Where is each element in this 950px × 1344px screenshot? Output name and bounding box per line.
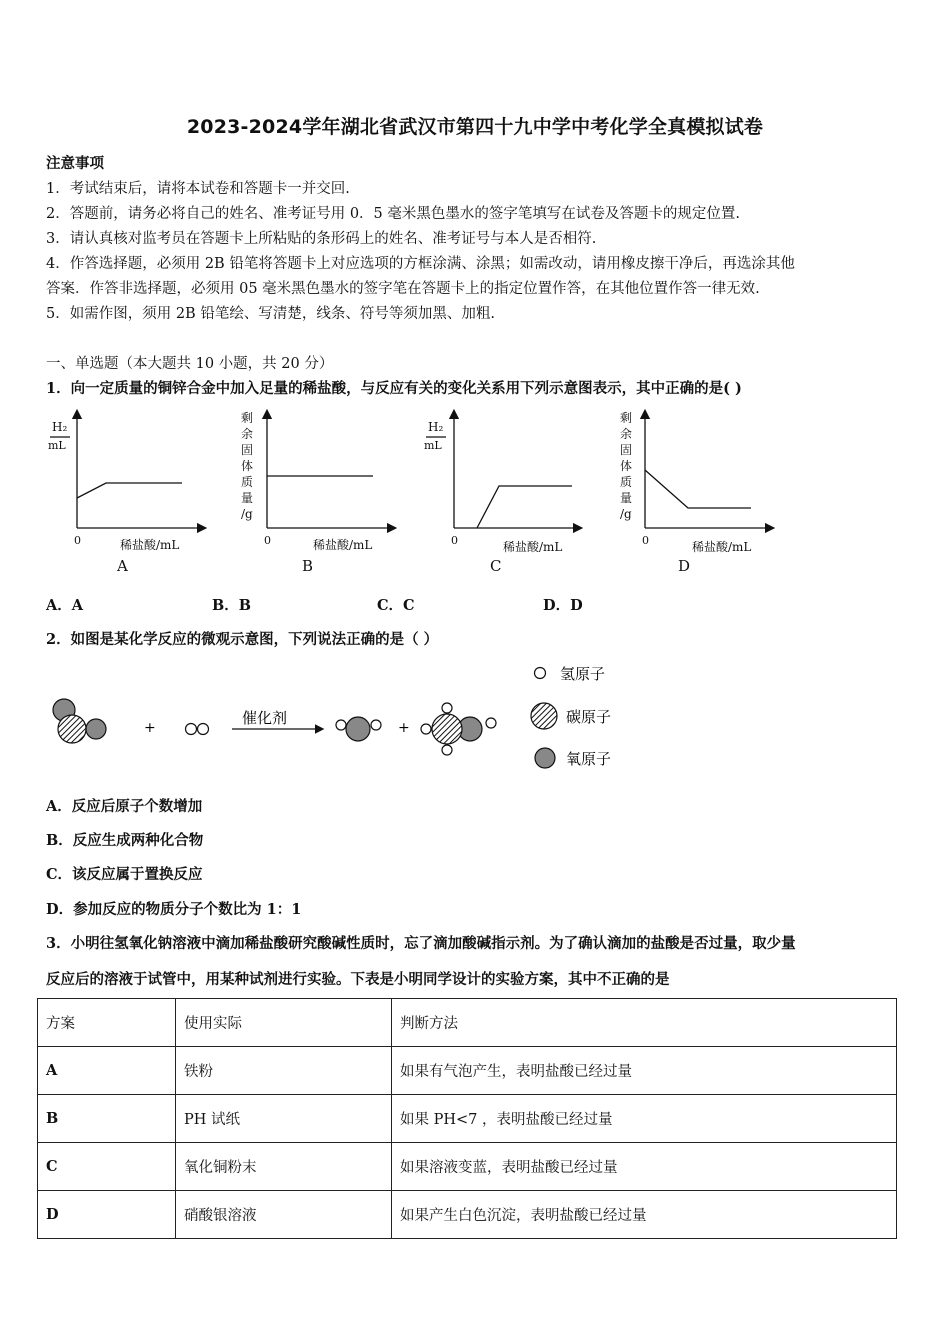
table-cell: 氧化铜粉末	[176, 1143, 392, 1191]
notice-item-4: 4．作答选择题，必须用 2B 铅笔将答题卡上对应选项的方框涂满、涂黑；如需改动，请用橡皮擦干净后，再选涂其他	[46, 256, 795, 272]
q2-option-d[interactable]: D．参加反应的物质分子个数比为 1：1	[46, 901, 302, 918]
graph-a-ylabel: H₂	[52, 420, 68, 434]
table-header-cell: 判断方法	[392, 999, 897, 1047]
graph-a-curve	[77, 483, 182, 498]
svg-text:体: 体	[620, 459, 633, 473]
graph-c-ylabel: H₂	[428, 420, 444, 434]
q2-option-b[interactable]: B．反应生成两种化合物	[46, 832, 204, 849]
legend-oxygen-icon	[535, 748, 555, 768]
graph-a-origin: 0	[74, 534, 81, 547]
q1-option-a[interactable]: A．A	[46, 597, 84, 614]
section-heading: 一、单选题（本大题共 10 小题，共 20 分）	[46, 356, 334, 372]
catalyst-label: 催化剂	[242, 709, 288, 727]
graph-b-letter: B	[302, 557, 314, 575]
graph-a-ylabel-unit: mL	[48, 439, 66, 452]
graph-d-letter: D	[678, 557, 691, 575]
q2-option-c[interactable]: C．该反应属于置换反应	[46, 866, 203, 883]
table-cell: 如果有气泡产生，表明盐酸已经过量	[392, 1047, 897, 1095]
q1-stem: 1．向一定质量的铜锌合金中加入足量的稀盐酸，与反应有关的变化关系用下列示意图表示，其中正确的是( )	[46, 380, 742, 397]
graph-c	[454, 414, 578, 528]
svg-text:固: 固	[241, 443, 254, 457]
graph-d-xlabel: 稀盐酸/mL	[692, 540, 752, 554]
graph-c-ylabel-unit: mL	[424, 439, 442, 452]
q2-stem: 2．如图是某化学反应的微观示意图，下列说法正确的是（ ）	[46, 631, 439, 648]
notice-item-4-cont: 答案．作答非选择题，必须用 05 毫米黑色墨水的签字笔在答题卡上的指定位置作答，在其他位置作答一律无效.	[46, 281, 760, 297]
notice-heading: 注意事项	[46, 155, 104, 172]
graph-c-letter: C	[490, 557, 502, 575]
graph-b-xlabel: 稀盐酸/mL	[313, 538, 373, 552]
svg-text:量: 量	[620, 491, 633, 505]
table-row	[38, 1095, 897, 1143]
graph-a-letter: A	[117, 557, 128, 575]
table-cell: 如果溶液变蓝，表明盐酸已经过量	[392, 1143, 897, 1191]
table-header-cell: 方案	[38, 999, 176, 1047]
graph-c-curve	[477, 486, 572, 528]
page-title: 2023-2024学年湖北省武汉市第四十九中学中考化学全真模拟试卷	[186, 116, 764, 138]
legend-oxygen: 氧原子	[566, 750, 612, 768]
graph-a-xlabel: 稀盐酸/mL	[120, 538, 180, 552]
q1-graphs	[0, 400, 950, 585]
q1-option-c[interactable]: C．C	[377, 597, 415, 614]
table-cell: B	[38, 1095, 176, 1143]
notice-item-5: 5．如需作图，须用 2B 铅笔绘、写清楚，线条、符号等须加黑、加粗.	[46, 306, 495, 322]
svg-text:/g: /g	[620, 507, 632, 521]
plus-2: +	[398, 720, 410, 736]
table-header-cell: 使用实际	[176, 999, 392, 1047]
svg-text:剩: 剩	[620, 411, 633, 425]
graph-d	[645, 414, 770, 528]
svg-text:剩: 剩	[241, 411, 254, 425]
svg-text:/g: /g	[241, 507, 253, 521]
svg-text:余: 余	[620, 427, 633, 441]
molecule-ch3oh	[421, 703, 496, 755]
table-cell: PH 试纸	[176, 1095, 392, 1143]
legend-hydrogen-icon	[535, 668, 546, 679]
table-row	[38, 1191, 897, 1239]
graph-c-origin: 0	[451, 534, 458, 547]
svg-text:体: 体	[241, 459, 254, 473]
q3-stem-line2: 反应后的溶液于试管中，用某种试剂进行实验。下表是小明同学设计的实验方案，其中不正确的是	[46, 971, 670, 988]
notice-item-1: 1．考试结束后，请将本试卷和答题卡一并交回.	[46, 181, 350, 197]
svg-text:量: 量	[241, 491, 254, 505]
table-row	[38, 1143, 897, 1191]
table-row	[38, 1047, 897, 1095]
table-cell: 如果 PH<7 ，表明盐酸已经过量	[392, 1095, 897, 1143]
table-cell: 硝酸银溶液	[176, 1191, 392, 1239]
notice-item-3: 3．请认真核对监考员在答题卡上所粘贴的条形码上的姓名、准考证号与本人是否相符.	[46, 231, 597, 247]
molecule-co	[53, 699, 106, 743]
graph-b-ylabel	[241, 411, 253, 521]
svg-text:质: 质	[620, 475, 633, 489]
notice-item-2: 2．答题前，请务必将自己的姓名、准考证号用 0．5 毫米黑色墨水的签字笔填写在试卷及答题卡的规定位置.	[46, 206, 740, 222]
molecule-h2o	[336, 717, 381, 741]
legend-carbon: 碳原子	[566, 708, 612, 726]
table-cell: D	[38, 1191, 176, 1239]
q2-diagram	[0, 655, 950, 775]
table-cell: A	[38, 1047, 176, 1095]
q3-table	[37, 998, 897, 1239]
graph-b-origin: 0	[264, 534, 271, 547]
table-cell: 铁粉	[176, 1047, 392, 1095]
legend-hydrogen: 氢原子	[560, 665, 606, 683]
table-cell: C	[38, 1143, 176, 1191]
table-header-row	[38, 999, 897, 1047]
graph-d-origin: 0	[642, 534, 649, 547]
molecule-h2	[186, 724, 209, 735]
graph-d-curve	[645, 470, 751, 508]
legend	[531, 665, 611, 768]
table-cell: 如果产生白色沉淀，表明盐酸已经过量	[392, 1191, 897, 1239]
svg-text:余: 余	[241, 427, 254, 441]
graph-c-xlabel: 稀盐酸/mL	[503, 540, 563, 554]
graph-a	[77, 414, 202, 528]
legend-carbon-icon	[531, 703, 557, 729]
plus-1: +	[144, 720, 156, 736]
svg-text:质: 质	[241, 475, 254, 489]
q3-stem-line1: 3．小明往氢氧化钠溶液中滴加稀盐酸研究酸碱性质时，忘了滴加酸碱指示剂。为了确认滴加的盐酸是否过量，取少量	[46, 935, 796, 952]
svg-text:固: 固	[620, 443, 633, 457]
q1-option-d[interactable]: D．D	[543, 597, 583, 614]
q1-option-b[interactable]: B．B	[212, 597, 252, 614]
graph-d-ylabel	[620, 411, 632, 521]
q2-option-a[interactable]: A．反应后原子个数增加	[46, 798, 203, 815]
graph-b	[267, 414, 392, 528]
